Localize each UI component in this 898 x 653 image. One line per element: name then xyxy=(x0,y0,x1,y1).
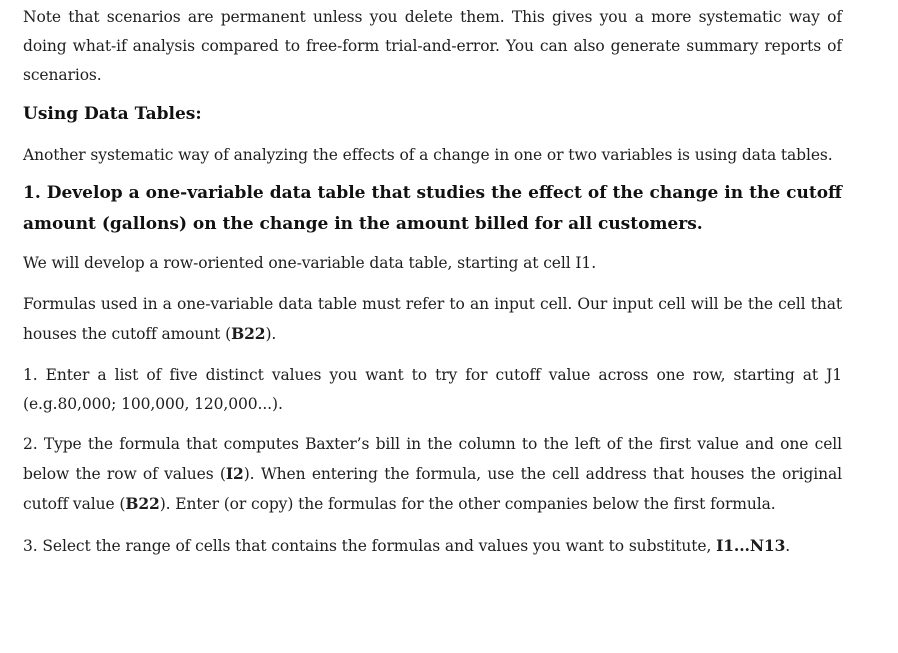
section-heading-data-tables: Using Data Tables: xyxy=(23,104,202,124)
step-2-text-after: ). Enter (or copy) the formulas for the other companies below the first formula. xyxy=(159,495,776,513)
task-heading-one-variable-table: 1. Develop a one-variable data table that studies the effect of the change in the cutoff amount (gallons) on the change in the amount billed for all customers. xyxy=(23,183,842,234)
step-3-text-before: 3. Select the range of cells that contains the formulas and values you want to substitute, xyxy=(23,537,717,555)
step-2-text-middle: ). When entering the formula, use the cell address that houses the original cutoff value ( xyxy=(23,465,842,513)
input-cell-text-after: ). xyxy=(265,325,277,343)
step-2-text-before: 2. Type the formula that computes Baxter’s bill in the column to the left of the first value and one cell below the row of values ( xyxy=(23,435,842,483)
paragraph-row-oriented: We will develop a row-oriented one-variable data table, starting at cell I1. xyxy=(23,254,597,272)
cell-range-i1-n13: I1...N13 xyxy=(716,536,786,555)
paragraph-scenarios-note: Note that scenarios are permanent unless you delete them. This gives you a more systematic way of doing what-if analysis compared to free-form trial-and-error. You can also generate summary reports of scenarios. xyxy=(23,8,842,84)
input-cell-text-before: Formulas used in a one-variable data table must refer to an input cell. Our input cell will be the cell that houses the cutoff amount ( xyxy=(23,295,842,343)
step-3-select-range xyxy=(23,531,842,561)
cell-ref-i2: I2 xyxy=(225,464,244,483)
paragraph-data-tables-intro: Another systematic way of analyzing the effects of a change in one or two variables is using data tables. xyxy=(23,146,833,164)
step-1-enter-values: 1. Enter a list of five distinct values you want to try for cutoff value across one row, starting at J1 (e.g.80,000; 100,000, 120,000...). xyxy=(23,366,842,413)
cell-ref-b22-second: B22 xyxy=(125,494,160,513)
step-2-type-formula xyxy=(23,430,842,519)
paragraph-input-cell xyxy=(23,290,842,349)
step-3-text-after: . xyxy=(785,537,791,555)
cell-ref-b22: B22 xyxy=(231,324,266,343)
